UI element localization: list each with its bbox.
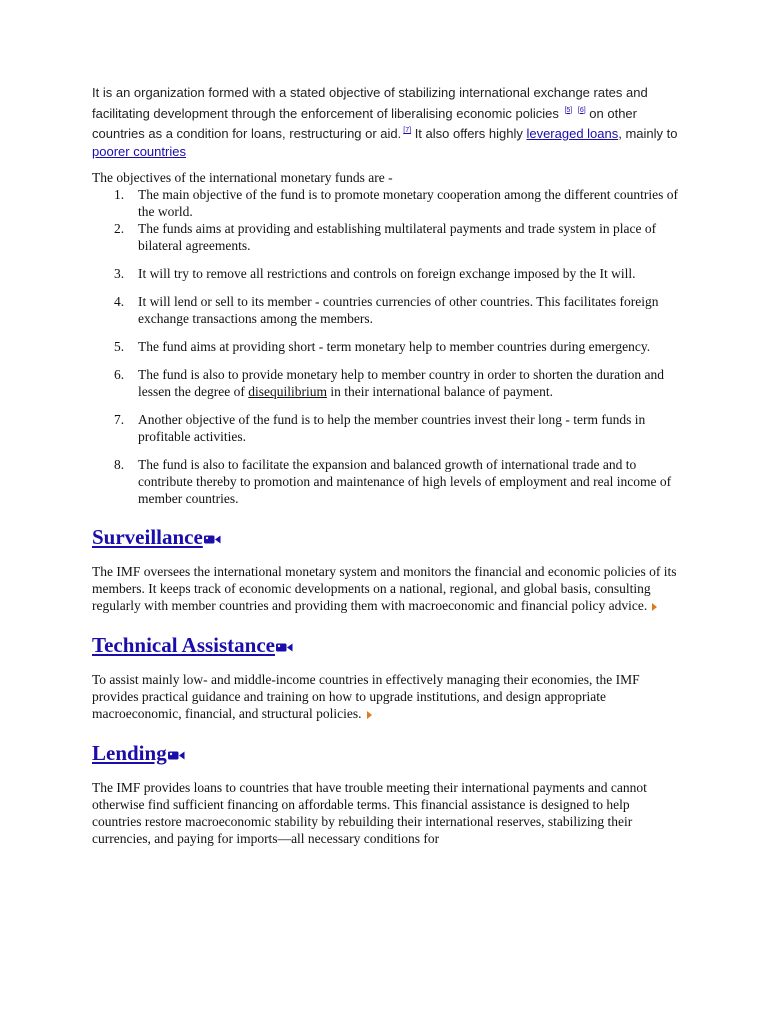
list-item: 8. The fund is also to facilitate the expansion and balanced growth of international trade and to contribute thereby to promotion and maintenance of high levels of employment and real income of member countries. bbox=[114, 457, 672, 506]
surveillance-heading[interactable]: Surveillance bbox=[92, 525, 682, 549]
objectives-lead: The objectives of the international monetary funds are - bbox=[92, 170, 393, 185]
lending-heading[interactable]: Lending bbox=[92, 741, 682, 765]
intro-text-3: It also offers highly bbox=[411, 126, 527, 141]
disequilibrium-term: disequilibrium bbox=[248, 384, 327, 399]
list-item: 2. The funds aims at providing and establishing multilateral payments and trade system in place of bilateral agreements. bbox=[114, 221, 657, 253]
list-item: 3. It will try to remove all restrictions and controls on foreign exchange imposed by the It will. bbox=[114, 266, 636, 281]
list-item: 6. The fund is also to provide monetary help to member country in order to shorten the duration and lessen the degree of disequilibrium in their international balance of payment. bbox=[114, 367, 664, 399]
video-camera-icon[interactable] bbox=[168, 750, 185, 761]
document-page bbox=[92, 84, 682, 847]
citation-6[interactable]: [6] bbox=[577, 106, 586, 114]
technical-assistance-heading[interactable]: Technical Assistance bbox=[92, 633, 682, 657]
citation-7[interactable]: [7] bbox=[403, 127, 412, 134]
lending-body: The IMF provides loans to countries that have trouble meeting their international payments and cannot otherwise find sufficient financing on affordable terms. This financial assistance is designed to help countries restore macroeconomic stability by rebuilding their international reserves, stabilizing their currencies, and paying for imports—all necessary conditions for bbox=[92, 780, 647, 846]
list-item: 7. Another objective of the fund is to help the member countries invest their long - term funds in profitable activities. bbox=[114, 412, 646, 444]
objectives-list bbox=[92, 186, 682, 507]
objectives-block bbox=[92, 169, 682, 507]
technical-assistance-body: To assist mainly low- and middle-income countries in effectively managing their economies, the IMF provides practical guidance and training on how to upgrade institutions, and design appropriate macroeconomic, financial, and structural policies. bbox=[92, 672, 640, 721]
intro-paragraph bbox=[92, 84, 682, 160]
list-item: 4. It will lend or sell to its member - countries currencies of other countries. This facilitates foreign exchange transactions among the members. bbox=[114, 294, 659, 326]
intro-text-4: , mainly to bbox=[618, 126, 678, 141]
poorer-countries-link[interactable]: poorer countries bbox=[92, 143, 186, 159]
more-arrow-icon[interactable] bbox=[367, 711, 372, 719]
list-item: 1. The main objective of the fund is to promote monetary cooperation among the different countries of the world. bbox=[114, 187, 678, 219]
video-camera-icon[interactable] bbox=[276, 642, 293, 653]
intro-text-2: on other countries as a condition for loans, restructuring or aid. bbox=[92, 105, 637, 141]
list-item: 5. The fund aims at providing short - term monetary help to member countries during emergency. bbox=[114, 339, 651, 354]
intro-text-1: It is an organization formed with a stated objective of stabilizing international exchange rates and facilitating development through the enforcement of liberalising economic policies bbox=[92, 85, 648, 121]
surveillance-body: The IMF oversees the international monetary system and monitors the financial and economic policies of its members. It keeps track of economic developments on a national, regional, and global basis, consulting regularly with member countries and providing them with macroeconomic and financial policy advice. bbox=[92, 564, 677, 613]
citation-5[interactable]: [5] bbox=[564, 106, 573, 114]
video-camera-icon[interactable] bbox=[204, 534, 221, 545]
leveraged-loans-link[interactable]: leveraged loans bbox=[526, 126, 619, 141]
more-arrow-icon[interactable] bbox=[652, 603, 657, 611]
